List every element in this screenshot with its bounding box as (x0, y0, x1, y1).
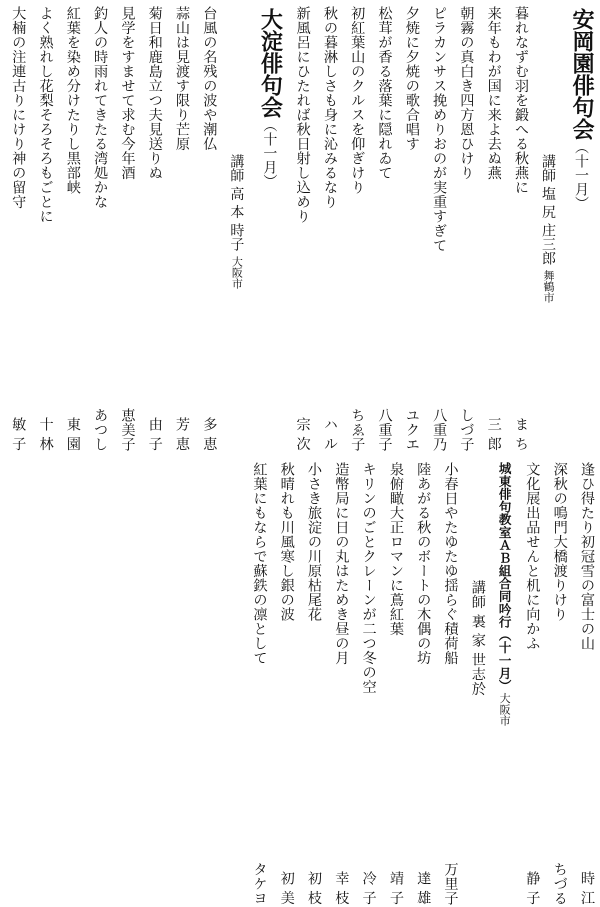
haiku-line (573, 460, 600, 905)
haiku-line (59, 4, 86, 451)
haiku-text: 紅葉を染め分けたりし黒部峡 (64, 6, 81, 195)
haiku-line (479, 4, 506, 451)
haiku-text (0, 6, 4, 209)
haiku-line (425, 4, 452, 451)
haiku-author: 初 美 (278, 871, 295, 905)
haiku-line (245, 460, 272, 905)
haiku-line (168, 4, 195, 451)
haiku-text: 見学をすませて求む今年酒 (119, 6, 136, 180)
haiku-line (518, 460, 545, 905)
haiku-line (288, 4, 315, 451)
haiku-author: しづ子 (458, 407, 475, 451)
haiku-text: 松茸が香る落葉に隠れゐて (376, 6, 393, 180)
haiku-text: 大楠の注連古りにけり神の留守 (10, 6, 27, 209)
haiku-author: 三 郎 (485, 417, 502, 451)
group-title (562, 4, 600, 451)
teacher-line (222, 4, 250, 451)
teacher-label: 講師 (228, 154, 245, 182)
haiku-text: 釣人の時雨れてきたる湾処かな (92, 6, 109, 209)
haiku-text: 紅葉にもならで蘇鉄の凛として (251, 462, 268, 665)
haiku-line (0, 4, 4, 451)
teacher-place: 大阪市 (230, 255, 244, 289)
haiku-author: 幸 枝 (333, 871, 350, 905)
haiku-line (272, 460, 299, 905)
haiku-author: 東 園 (64, 417, 81, 451)
haiku-line (4, 4, 31, 451)
haiku-author: 万里子 (442, 861, 459, 905)
haiku-text: 小さき旅淀の川原枯尾花 (306, 462, 323, 622)
haiku-author: 時 江 (579, 871, 595, 905)
teacher-line (534, 4, 562, 451)
group-title-text: 城東俳句教室ＡＢ組合同吟行（十一月） (497, 462, 513, 693)
haiku-line (545, 460, 572, 905)
haiku-line (398, 4, 425, 451)
haiku-author: 十 林 (37, 417, 54, 451)
haiku-author: 達 雄 (415, 871, 432, 905)
haiku-line (195, 4, 222, 451)
haiku-author: ちづる (551, 861, 568, 905)
haiku-line (409, 460, 436, 905)
haiku-line (436, 460, 463, 905)
teacher-place: 舞鶴市 (542, 269, 555, 303)
haiku-text: 秋の暮淋しさも身に沁みるなり (321, 6, 338, 209)
haiku-line (113, 4, 140, 451)
haiku-author: 宗 次 (294, 417, 311, 451)
haiku-text: キリンのごとクレーンが二つ冬の空 (360, 462, 377, 694)
haiku-author: タケヨ (251, 861, 268, 905)
group-title-text: 大淀俳句会 (257, 8, 283, 118)
haiku-text: 小春日やたゆたゆ揺らぐ積荷船 (442, 462, 459, 665)
haiku-text: 新風呂にひたれば秋日射し込めり (294, 6, 311, 224)
haiku-line (316, 4, 343, 451)
haiku-author: ま ち (513, 417, 529, 451)
haiku-author: 八重乃 (431, 407, 448, 451)
haiku-text: 初紅葉山のクルスを仰ぎけり (349, 6, 366, 195)
haiku-text: 泉俯瞰大正ロマンに蔦紅葉 (387, 462, 404, 636)
teacher-name: 塩 尻 庄三郎 (540, 186, 556, 266)
haiku-text: よく熟れし花梨そろそろもごとに (37, 6, 54, 224)
haiku-line (382, 460, 409, 905)
haiku-line (343, 4, 370, 451)
haiku-author: 初 枝 (306, 871, 323, 905)
haiku-text: 朝霧の真白き四方恩ひけり (458, 6, 475, 180)
haiku-text: 台風の名残の波や潮仏 (201, 6, 218, 151)
haiku-text: 暮れなずむ羽を鍛へる秋燕に (513, 6, 529, 195)
haiku-author: 敏 子 (10, 417, 27, 451)
haiku-text: 蒜山は見渡す限り芒原 (174, 6, 191, 151)
haiku-author: ちゑ子 (349, 407, 366, 451)
haiku-text: 秋晴れも川風寒し銀の波 (278, 462, 295, 622)
haiku-text: 深秋の鳴門大橋渡りけり (551, 462, 568, 622)
group-title (250, 4, 288, 451)
haiku-text: 来年もわが国に来よ去ぬ燕 (485, 6, 502, 180)
haiku-author: 靖 子 (387, 871, 404, 905)
teacher-label: 講師 (540, 154, 556, 182)
haiku-author (0, 408, 4, 452)
group-month: （十一月） (573, 140, 589, 210)
haiku-text: 陸あがる秋のボートの木偶の坊 (415, 462, 432, 665)
haiku-line (31, 4, 58, 451)
teacher-name: 高 本 時子 (228, 186, 245, 252)
teacher-line (464, 460, 491, 905)
haiku-line (452, 4, 479, 451)
group-month: （十一月） (261, 118, 278, 188)
haiku-author: 多 恵 (201, 417, 218, 451)
group-place: 大阪市 (498, 692, 512, 727)
haiku-line (300, 460, 327, 905)
haiku-text: 夕焼に夕焼の歌合唱す (403, 6, 420, 151)
haiku-author: 八重子 (376, 407, 393, 451)
haiku-line (354, 460, 381, 905)
top-tier (0, 4, 600, 451)
group-title-text: 安岡園俳句会 (569, 8, 594, 140)
haiku-line (140, 4, 167, 451)
haiku-author: 芳 恵 (174, 417, 191, 451)
haiku-text: 逢ひ得たり初冠雪の富士の山 (579, 462, 595, 651)
teacher-label: 講師 (469, 580, 486, 609)
haiku-author: 冷 子 (360, 871, 377, 905)
haiku-line (507, 4, 534, 451)
haiku-line (327, 460, 354, 905)
group-title (491, 460, 518, 905)
haiku-text: 菊日和鹿島立つ夫見送りぬ (146, 6, 163, 180)
haiku-text: 文化展出品せんと机に向かふ (524, 462, 541, 651)
haiku-author: ユクエ (403, 407, 420, 451)
teacher-name: 裏 家 世志於 (469, 613, 486, 696)
haiku-author: 恵美子 (119, 407, 136, 451)
bottom-tier (0, 460, 600, 905)
haiku-author: ハ ル (321, 417, 338, 451)
haiku-author: あつし (92, 407, 109, 451)
haiku-text: ピラカンサス挽めりおのが実重すぎて (431, 6, 448, 253)
haiku-author: 由 子 (146, 417, 163, 451)
haiku-author: 静 子 (524, 871, 541, 905)
haiku-text: 造幣局に日の丸はためき昼の月 (333, 462, 350, 665)
haiku-line (370, 4, 397, 451)
haiku-line (86, 4, 113, 451)
